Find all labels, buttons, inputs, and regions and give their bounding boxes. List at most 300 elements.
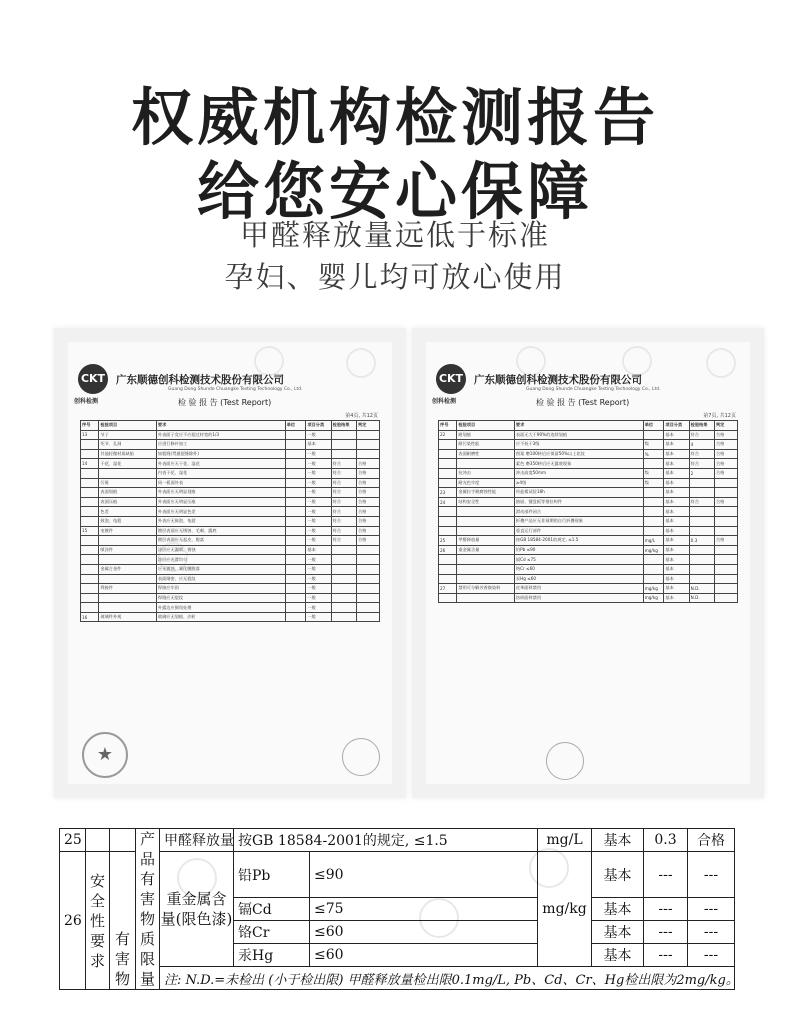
table-cell: N.D.: [689, 584, 714, 594]
table-cell: 外表面子竞应不应超过材宽的1/3: [156, 430, 285, 440]
table-cell: [643, 555, 664, 565]
table-cell: 外表面应无明显划痕: [156, 488, 285, 498]
table-header-cell: 项目分类: [306, 421, 331, 431]
report-table: [80, 420, 380, 622]
metal-name: 汞Hg: [234, 944, 310, 967]
company-name: 广东顺德创科检测技术股份有限公司: [474, 374, 642, 386]
table-header-cell: 检验项目: [99, 421, 157, 431]
table-cell: [331, 612, 356, 622]
table-cell: [285, 430, 306, 440]
table-cell: 25: [439, 536, 457, 546]
table-cell: [81, 564, 99, 574]
table-cell: 金属拉手耐腐蚀性能: [457, 488, 515, 498]
table-row: [81, 459, 380, 469]
table-cell: 抗冲击: [457, 468, 515, 478]
table-header-row: [439, 421, 738, 431]
table-cell: [457, 593, 515, 603]
table-cell: 基本: [664, 430, 689, 440]
table-cell: 基本: [664, 507, 689, 517]
table-cell: 合格: [356, 536, 379, 546]
table-cell: [457, 574, 515, 584]
table-cell: 合格: [356, 526, 379, 536]
table-cell: 外表面应无干花、湿花: [156, 459, 285, 469]
category: 基本: [592, 829, 644, 852]
table-cell: 23: [439, 488, 457, 498]
table-cell: 符合: [689, 430, 714, 440]
table-cell: 合格: [356, 468, 379, 478]
table-cell: 一般: [306, 497, 331, 507]
table-cell: 符合: [331, 468, 356, 478]
table-cell: 镉Cd ≤75: [514, 555, 643, 565]
table-cell: [99, 603, 157, 613]
table-header-cell: 判定: [714, 421, 737, 431]
report-paper: [426, 342, 750, 784]
table-cell: [689, 478, 714, 488]
table-cell: [643, 488, 664, 498]
table-cell: 鼓泡、龟裂: [99, 516, 157, 526]
table-cell: [643, 526, 664, 536]
table-cell: [285, 459, 306, 469]
table-cell: 一般: [306, 526, 331, 536]
table-cell: [356, 555, 379, 565]
headline-title-2: 给您安心保障: [196, 155, 593, 228]
unit: mg/kg: [538, 852, 592, 967]
table-cell: 涂层应无漏喷、锈蚀: [156, 545, 285, 555]
table-cell: 27: [439, 584, 457, 594]
table-row: [81, 612, 380, 622]
table-cell: [81, 478, 99, 488]
table-cell: [643, 459, 664, 469]
table-cell: 合格: [714, 536, 737, 546]
row-number: 25: [60, 829, 86, 852]
table-row: [439, 536, 738, 546]
table-cell: [457, 516, 515, 526]
verdict: ---: [688, 898, 735, 921]
table-cell: 基本: [664, 584, 689, 594]
table-cell: 色差: [99, 507, 157, 517]
table-cell: 合格: [714, 468, 737, 478]
table-cell: mg/L: [643, 536, 664, 546]
metal-limit: ≤75: [310, 898, 538, 921]
table-cell: 一般: [306, 478, 331, 488]
table-cell: 重直运行部件: [514, 526, 643, 536]
table-cell: [714, 526, 737, 536]
table-cell: %: [643, 449, 664, 459]
page-number: 第4页, 共12页: [345, 413, 378, 419]
table-cell: 15: [81, 526, 99, 536]
table-cell: [457, 507, 515, 517]
table-header-cell: 要求: [156, 421, 285, 431]
table-cell: 涂层应光滑均匀: [156, 555, 285, 565]
table-cell: 合格: [356, 459, 379, 469]
table-cell: 13: [81, 430, 99, 440]
table-cell: 铬Cr ≤60: [514, 564, 643, 574]
table-cell: 符合: [331, 459, 356, 469]
table-cell: [285, 478, 306, 488]
table-cell: [356, 430, 379, 440]
table-cell: 节子: [99, 430, 157, 440]
table-cell: [331, 555, 356, 565]
table-cell: 级: [643, 468, 664, 478]
heavy-metal-label: 重金属含量(限色漆): [160, 852, 234, 967]
table-cell: [285, 612, 306, 622]
table-cell: [356, 449, 379, 459]
table-cell: [81, 497, 99, 507]
table-cell: [714, 516, 737, 526]
table-cell: 基本: [664, 574, 689, 584]
table-cell: 26: [439, 545, 457, 555]
table-cell: [81, 593, 99, 603]
table-row: [439, 545, 738, 555]
table-cell: [356, 603, 379, 613]
table-cell: 一般: [306, 555, 331, 565]
result: ---: [644, 852, 688, 898]
table-cell: 基本: [664, 468, 689, 478]
table-cell: 符合: [331, 478, 356, 488]
table-cell: 外表面应无明显色差: [156, 507, 285, 517]
table-row: [81, 488, 380, 498]
table-cell: [285, 564, 306, 574]
table-cell: 素色 磨350转后应无露底现象: [514, 459, 643, 469]
table-cell: 基本: [306, 440, 331, 450]
lab-logo-icon: CKT: [436, 364, 466, 394]
table-cell: 玻璃应无划痕、沙粒: [156, 612, 285, 622]
report-title: 检 验 报 告 (Test Report): [536, 398, 630, 407]
table-cell: [439, 526, 457, 536]
category: 基本: [592, 898, 644, 921]
company-name-en: Guang Dong Shunde Chuangke Testing Technology Co., Ltd.: [526, 387, 661, 392]
table-cell: [81, 468, 99, 478]
table-row: [81, 449, 380, 459]
table-row: [439, 449, 738, 459]
table-cell: [643, 497, 664, 507]
table-cell: [714, 488, 737, 498]
harmful-substance-label: 有害物: [110, 852, 136, 990]
table-cell: 污斑: [99, 478, 157, 488]
table-cell: [81, 516, 99, 526]
table-cell: 焊接应牢固: [156, 584, 285, 594]
table-header-cell: 项目分类: [664, 421, 689, 431]
table-cell: 合格: [356, 488, 379, 498]
table-cell: [457, 459, 515, 469]
table-cell: 基本: [664, 593, 689, 603]
table-row: [439, 526, 738, 536]
table-cell: 皮革面料禁用: [514, 584, 643, 594]
table-cell: 抽屉、键盘板等推拉构件: [514, 497, 643, 507]
table-cell: 合格: [356, 516, 379, 526]
table-header-cell: 检验结果: [689, 421, 714, 431]
table-cell: 甲醛释放量: [457, 536, 515, 546]
table-cell: 一般: [306, 536, 331, 546]
table-cell: [285, 468, 306, 478]
table-row: [439, 574, 738, 584]
table-cell: 合格: [356, 497, 379, 507]
table-cell: [689, 545, 714, 555]
table-row: [439, 497, 738, 507]
table-header-row: [81, 421, 380, 431]
table-cell: 符合: [331, 507, 356, 517]
table-cell: [439, 449, 457, 459]
table-cell: 镀层表面应无起皮、脱落: [156, 536, 285, 546]
company-name-en: Guang Dong Shunde Chuangke Testing Technology Co., Ltd.: [168, 387, 303, 392]
table-row: [60, 829, 735, 852]
table-cell: 焊接件: [99, 584, 157, 594]
table-cell: 结构安全性: [457, 497, 515, 507]
table-row: [439, 564, 738, 574]
table-cell: [81, 536, 99, 546]
table-row: [439, 516, 738, 526]
table-cell: 合格: [714, 440, 737, 450]
table-cell: 表面压痕: [99, 497, 157, 507]
table-cell: 24: [439, 497, 457, 507]
table-cell: 合格: [714, 459, 737, 469]
table-cell: [285, 545, 306, 555]
table-cell: 如裂缝(贯通裂缝除外): [156, 449, 285, 459]
table-row: [439, 459, 738, 469]
table-cell: 符合: [331, 497, 356, 507]
table-cell: [439, 468, 457, 478]
table-cell: [81, 545, 99, 555]
table-cell: [714, 555, 737, 565]
table-row: [439, 488, 738, 498]
table-cell: 外表面应无明显压痕: [156, 497, 285, 507]
result: 0.3: [644, 829, 688, 852]
table-cell: [439, 593, 457, 603]
result: ---: [644, 898, 688, 921]
table-header-cell: 序号: [81, 421, 99, 431]
table-row: [439, 478, 738, 488]
result: ---: [644, 921, 688, 944]
metal-name: 镉Cd: [234, 898, 310, 921]
company-name: 广东顺德创科检测技术股份有限公司: [116, 374, 284, 386]
table-row: [81, 468, 380, 478]
table-cell: mg/kg: [643, 584, 664, 594]
table-cell: [439, 459, 457, 469]
headline-title-1: 权威机构检测报告: [130, 81, 659, 154]
table-cell: 一般: [306, 584, 331, 594]
category: 基本: [592, 944, 644, 967]
table-cell: 玻璃件外观: [99, 612, 157, 622]
table-row: [60, 852, 735, 898]
table-cell: [439, 507, 457, 517]
table-header-cell: 单位: [285, 421, 306, 431]
table-cell: 表面划痕: [99, 488, 157, 498]
table-row: [81, 497, 380, 507]
table-header-cell: 检验项目: [457, 421, 515, 431]
table-cell: [714, 478, 737, 488]
table-cell: [643, 430, 664, 440]
result: ---: [644, 944, 688, 967]
report-paper: [68, 342, 392, 784]
report-table: [438, 420, 738, 603]
table-row: [439, 555, 738, 565]
headline-subtitle-2: 孕妇、婴儿均可放心使用: [224, 260, 566, 294]
table-cell: [285, 536, 306, 546]
table-cell: 耐污染性能: [457, 440, 515, 450]
table-cell: 应无锈蚀、氧化膜脱落: [156, 564, 285, 574]
table-cell: 基本: [664, 459, 689, 469]
product-harmful-limit-label: 产品有害物质限量: [136, 829, 160, 990]
table-cell: 2: [689, 468, 714, 478]
table-cell: [689, 516, 714, 526]
table-cell: 基本: [664, 449, 689, 459]
table-row: [81, 593, 380, 603]
table-cell: 符合: [331, 526, 356, 536]
table-cell: [457, 555, 515, 565]
table-cell: 禁用可分解芳香胺染料: [457, 584, 515, 594]
table-cell: [356, 564, 379, 574]
table-cell: [285, 593, 306, 603]
table-cell: 16: [81, 612, 99, 622]
table-header-cell: 检验结果: [331, 421, 356, 431]
table-cell: 铅Pb ≤90: [514, 545, 643, 555]
table-cell: [285, 507, 306, 517]
table-cell: 合格: [714, 430, 737, 440]
table-row: [60, 967, 735, 990]
verdict: ---: [688, 921, 735, 944]
table-cell: 冲击高度50mm: [514, 468, 643, 478]
table-cell: [439, 564, 457, 574]
table-row: [81, 574, 380, 584]
table-cell: 基本: [306, 545, 331, 555]
table-row: [81, 478, 380, 488]
table-cell: [356, 545, 379, 555]
table-cell: 合格: [356, 507, 379, 517]
page-number: 第7页, 共12页: [703, 413, 736, 419]
table-cell: 级: [643, 440, 664, 450]
table-cell: 4: [689, 440, 714, 450]
verdict: 合格: [688, 829, 735, 852]
table-cell: 基本: [664, 488, 689, 498]
table-cell: [331, 574, 356, 584]
table-cell: 基本: [664, 516, 689, 526]
table-row: [81, 507, 380, 517]
table-cell: 0.3: [689, 536, 714, 546]
lab-logo-text: 创科检测: [432, 398, 457, 405]
table-cell: 基本: [664, 536, 689, 546]
table-row: [81, 545, 380, 555]
table-cell: [439, 574, 457, 584]
table-cell: 死节、孔洞: [99, 440, 157, 450]
table-header-cell: 序号: [439, 421, 457, 431]
table-row: [81, 584, 380, 594]
table-cell: 一般: [306, 574, 331, 584]
table-header-cell: 单位: [643, 421, 664, 431]
report-page-left: [54, 328, 406, 798]
table-cell: 纺织面料禁用: [514, 593, 643, 603]
table-row: [81, 526, 380, 536]
table-cell: 基本: [664, 497, 689, 507]
table-cell: [689, 507, 714, 517]
table-cell: [439, 440, 457, 450]
table-cell: [285, 497, 306, 507]
table-cell: [457, 564, 515, 574]
table-cell: 基本: [664, 440, 689, 450]
table-cell: [689, 526, 714, 536]
table-cell: [714, 545, 737, 555]
table-cell: [439, 516, 457, 526]
table-cell: [439, 555, 457, 565]
table-cell: 合格: [714, 497, 737, 507]
seal-icon: [342, 738, 380, 776]
table-cell: ≥4级: [514, 478, 643, 488]
table-row: [81, 430, 380, 440]
table-cell: 一般: [306, 507, 331, 517]
table-cell: 干花、湿花: [99, 459, 157, 469]
table-cell: 表面细密、应无裂纹: [156, 574, 285, 584]
table-cell: [285, 603, 306, 613]
table-cell: 符合: [331, 516, 356, 526]
table-cell: [331, 564, 356, 574]
lab-logo-icon: CKT: [78, 364, 108, 394]
table-cell: 一般: [306, 488, 331, 498]
table-cell: 一般: [306, 612, 331, 622]
watermark-icon: [346, 348, 376, 378]
table-cell: mg/kg: [643, 545, 664, 555]
table-cell: 外表应无鼓泡、龟裂: [156, 516, 285, 526]
table-cell: [356, 440, 379, 450]
table-cell: [285, 516, 306, 526]
table-cell: [331, 440, 356, 450]
table-row: [439, 468, 738, 478]
table-cell: 合格: [714, 449, 737, 459]
official-stamp-icon: ★: [82, 732, 128, 778]
table-cell: [356, 584, 379, 594]
table-cell: [331, 603, 356, 613]
table-cell: [99, 593, 157, 603]
row-number: 26: [60, 852, 86, 990]
table-row: [81, 516, 380, 526]
table-cell: [643, 564, 664, 574]
table-cell: [285, 440, 306, 450]
table-cell: 一般: [306, 449, 331, 459]
table-cell: 合格: [356, 478, 379, 488]
report-page-right: [412, 328, 764, 798]
table-cell: [714, 564, 737, 574]
table-cell: [81, 488, 99, 498]
table-cell: 耐光色牢度: [457, 478, 515, 488]
table-cell: 级: [643, 478, 664, 488]
table-cell: 符合: [331, 536, 356, 546]
table-row: [439, 584, 738, 594]
table-row: [439, 593, 738, 603]
verdict: ---: [688, 944, 735, 967]
table-cell: [457, 526, 515, 536]
table-row: [81, 555, 380, 565]
table-cell: [331, 449, 356, 459]
table-cell: [81, 555, 99, 565]
table-cell: [356, 612, 379, 622]
table-cell: 内表干花、湿花: [156, 468, 285, 478]
table-cell: 基本: [664, 555, 689, 565]
table-cell: [714, 584, 737, 594]
table-cell: 基本: [664, 545, 689, 555]
table-cell: 重金属含量: [457, 545, 515, 555]
table-cell: [643, 507, 664, 517]
table-cell: [99, 574, 157, 584]
metal-name: 铅Pb: [234, 852, 310, 898]
table-cell: [643, 516, 664, 526]
table-cell: [689, 555, 714, 565]
table-row: [439, 507, 738, 517]
unit: mg/L: [538, 829, 592, 852]
table-row: [439, 430, 738, 440]
table-cell: [331, 545, 356, 555]
table-cell: [81, 584, 99, 594]
table-cell: [285, 488, 306, 498]
table-row: [439, 440, 738, 450]
table-cell: [643, 574, 664, 584]
